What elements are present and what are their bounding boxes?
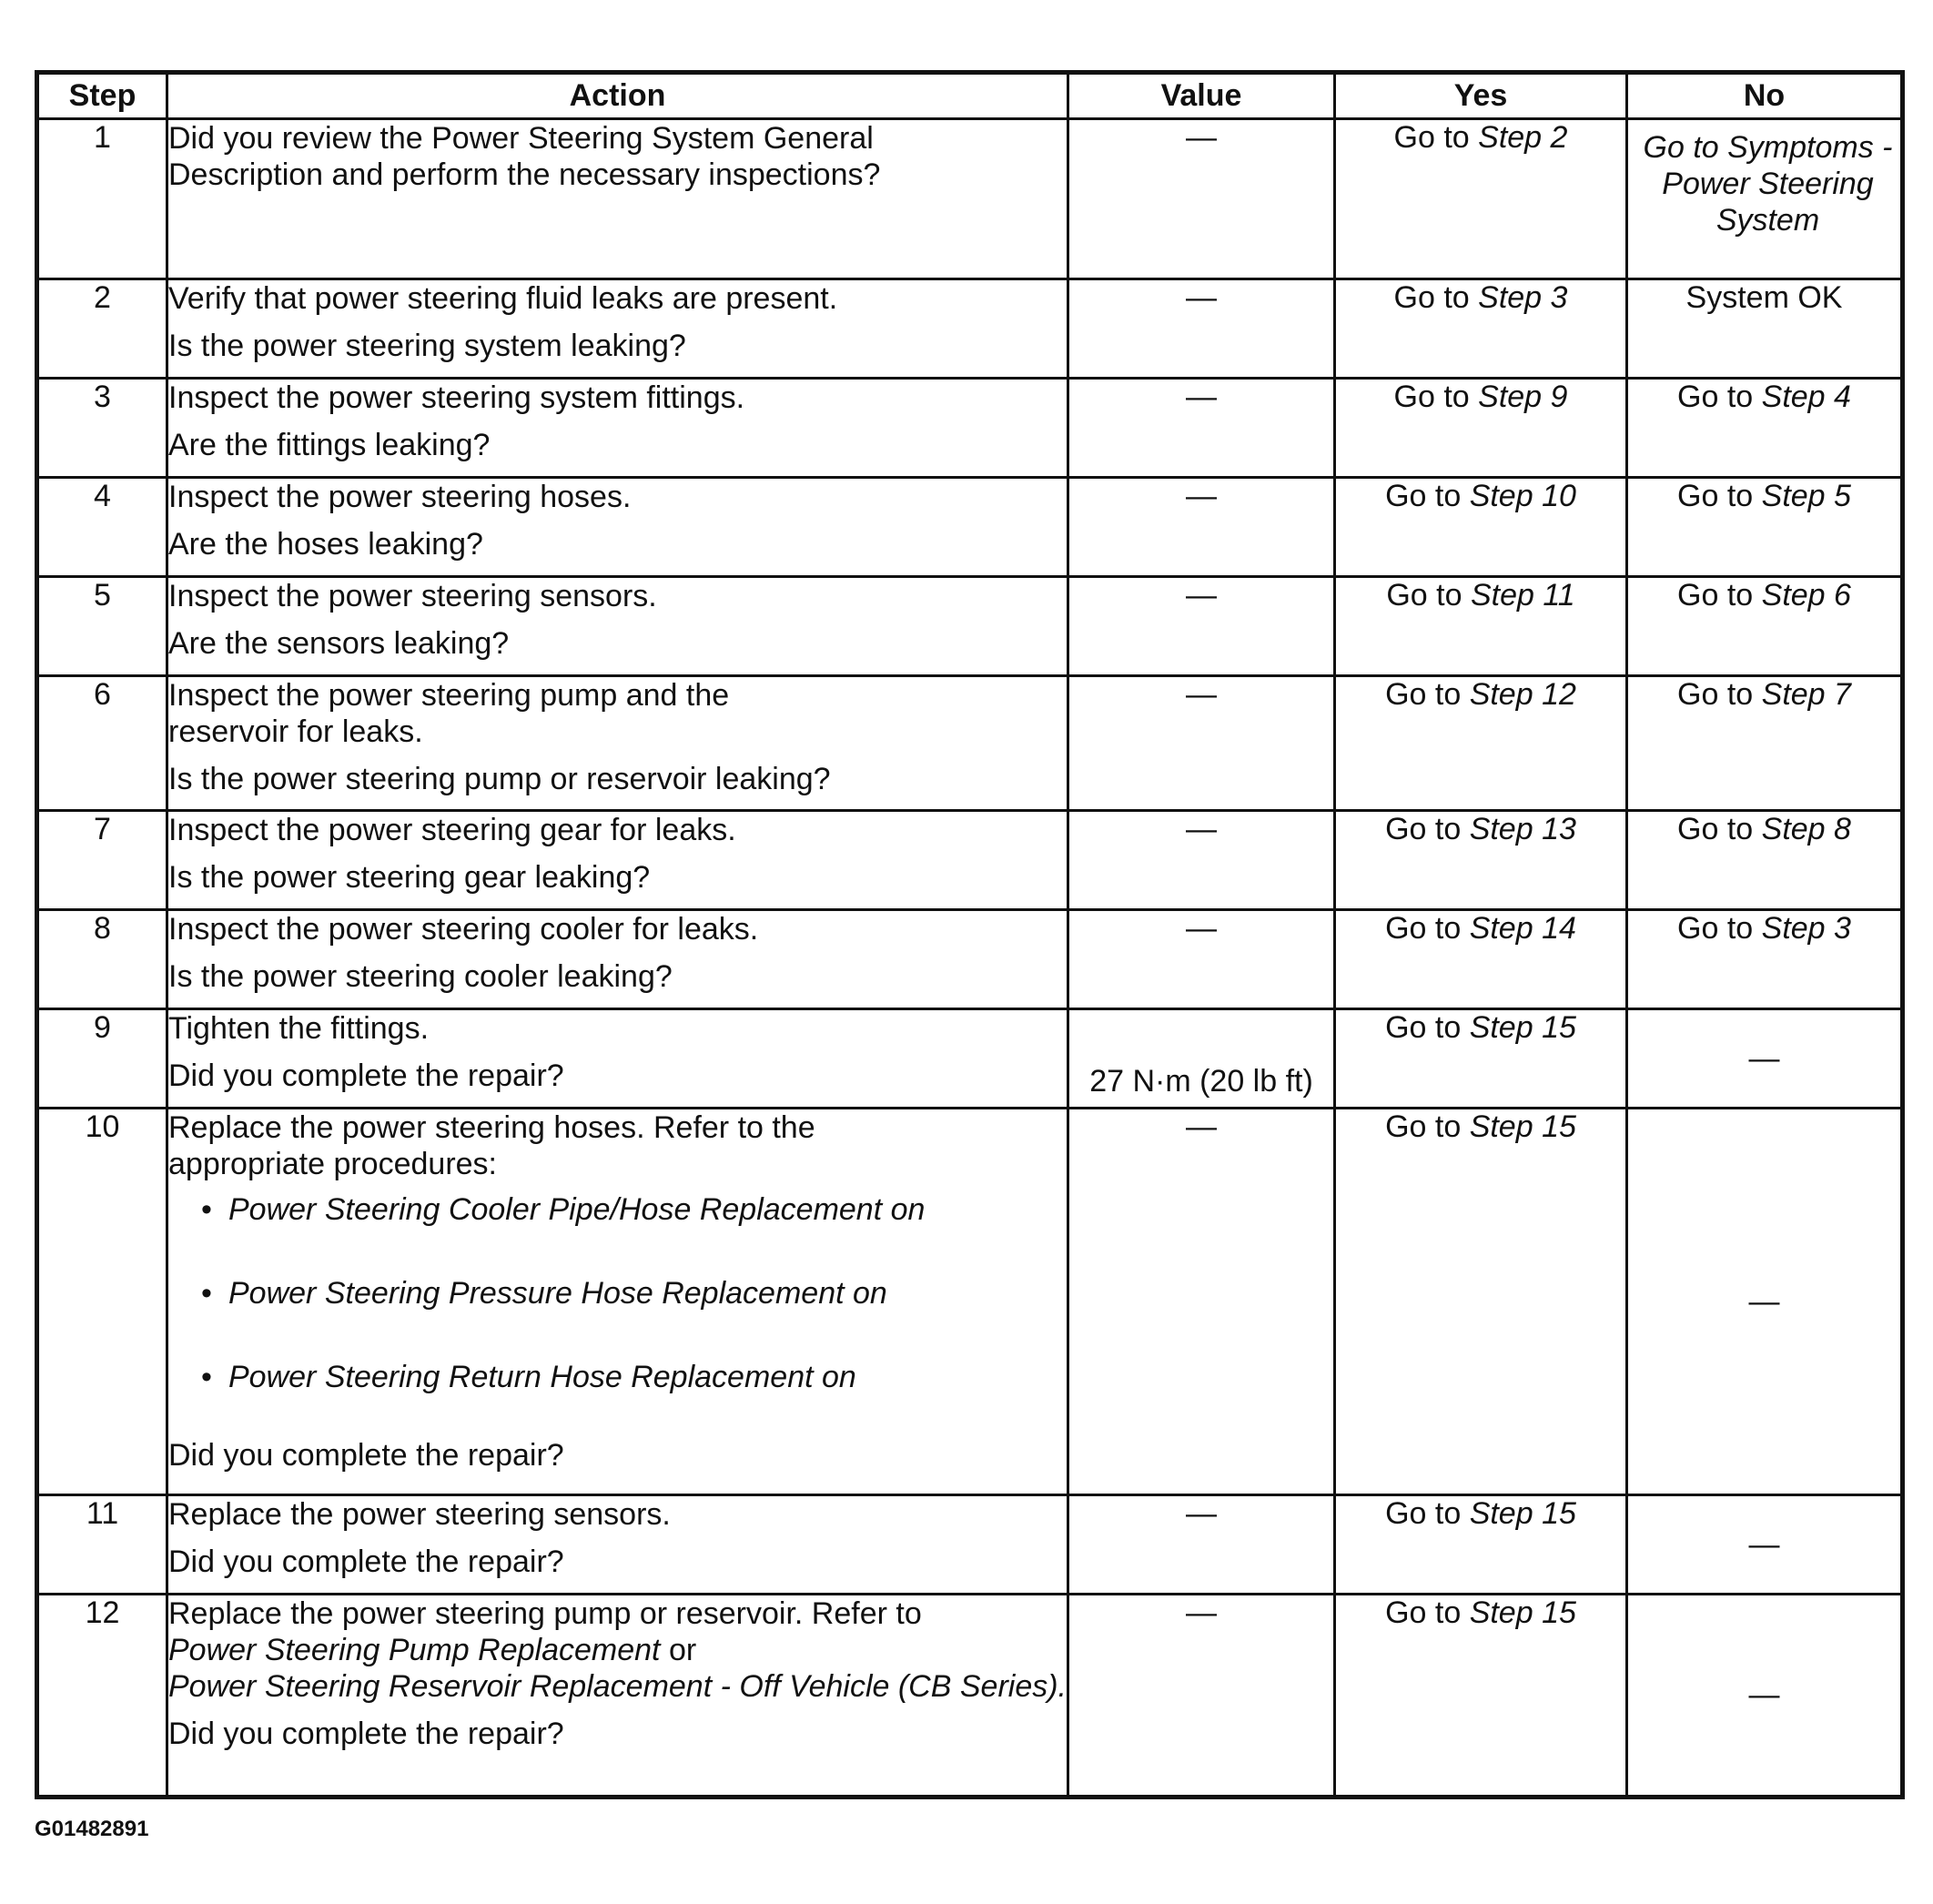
procedure-link[interactable]: • Power Steering Pressure Hose Replacement on [201,1275,1067,1312]
action-question: Is the power steering pump or reservoir leaking? [168,762,831,796]
action-question: Are the sensors leaking? [168,626,510,661]
no-step-link[interactable]: Step 4 [1761,380,1851,414]
yes-step-link[interactable]: Step 14 [1469,911,1576,946]
action-text: Replace the power steering sensors. [168,1497,671,1532]
header-row [37,73,1903,119]
action-question: Are the fittings leaking? [168,428,491,462]
pump-replacement-link[interactable]: Power Steering Pump Replacement [168,1633,661,1667]
action-text: Inspect the power steering system fittings. [168,380,745,415]
action-text: Inspect the power steering hoses. [168,480,632,514]
no-step-link[interactable]: Step 5 [1761,479,1851,513]
yes-prefix: Go to [1393,280,1479,315]
no-prefix: Go to [1677,911,1762,946]
no-step-link[interactable]: Step 6 [1761,578,1851,613]
value-cell: — [1068,1595,1335,1798]
table-row [37,577,1903,676]
ref-join: or [660,1633,697,1667]
action-question: Is the power steering system leaking? [168,329,686,363]
step-number: 6 [37,676,167,811]
action-text: Verify that power steering fluid leaks are present. [168,281,838,316]
yes-prefix: Go to [1385,1595,1470,1630]
table-row [37,279,1903,379]
action-text: Inspect the power steering gear for leaks. [168,813,736,847]
step-number: 11 [37,1495,167,1595]
procedure-link[interactable]: • Power Steering Return Hose Replacement on [201,1359,1067,1395]
procedure-link[interactable]: • Power Steering Cooler Pipe/Hose Replacement on [201,1191,1067,1228]
table-row [37,478,1903,577]
action-question: Is the power steering gear leaking? [168,860,651,895]
yes-step-link[interactable]: Step 10 [1469,479,1576,513]
header-yes: Yes [1335,73,1627,119]
table-row [37,1595,1903,1798]
step-number: 8 [37,910,167,1009]
figure-id: G01482891 [35,1817,149,1841]
yes-step-link[interactable]: Step 11 [1470,578,1575,613]
value-cell: — [1068,279,1335,379]
yes-prefix: Go to [1393,380,1479,414]
header-step: Step [37,73,167,119]
yes-prefix: Go to [1385,677,1470,712]
yes-step-link[interactable]: Step 13 [1469,812,1576,846]
yes-prefix: Go to [1393,120,1479,155]
yes-cell [1335,1109,1627,1495]
header-action: Action [167,73,1068,119]
action-cell [167,1109,1068,1495]
yes-step-link[interactable]: Step 15 [1469,1496,1576,1531]
no-cell: — [1627,1109,1903,1495]
action-text: Replace the power steering pump or reservoir. Refer to [168,1596,922,1631]
reference-line [168,1632,1067,1668]
action-cell [167,676,1068,811]
no-prefix: Go to [1677,380,1762,414]
yes-step-link[interactable]: Step 15 [1469,1595,1576,1630]
table-row [37,1495,1903,1595]
yes-step-link[interactable]: Step 15 [1469,1010,1576,1045]
no-cell [1627,676,1903,811]
action-question: Is the power steering cooler leaking? [168,959,673,994]
action-question: Did you complete the repair? [168,1544,564,1579]
no-step-link[interactable]: Step 3 [1761,911,1851,946]
action-text: Inspect the power steering pump and the reservoir for leaks. [168,678,730,749]
table-row [37,1109,1903,1495]
no-cell [1627,478,1903,577]
no-prefix: Go to [1677,578,1762,613]
yes-cell [1335,379,1627,478]
no-cell [1627,279,1903,379]
yes-step-link[interactable]: Step 12 [1469,677,1576,712]
yes-prefix: Go to [1385,911,1470,946]
yes-step-link[interactable]: Step 15 [1469,1109,1576,1144]
action-question: Did you complete the repair? [168,1058,564,1093]
yes-cell [1335,676,1627,811]
value-cell: — [1068,478,1335,577]
yes-cell [1335,577,1627,676]
yes-prefix: Go to [1385,1109,1470,1144]
value-cell: — [1068,1495,1335,1595]
yes-cell [1335,119,1627,279]
no-cell: — [1627,1595,1903,1798]
yes-prefix: Go to [1386,578,1471,613]
diagnostic-table [35,70,1905,1799]
action-text: Inspect the power steering sensors. [168,579,657,613]
reservoir-replacement-link[interactable]: Power Steering Reservoir Replacement - Off Vehicle (CB Series). [168,1669,1067,1704]
header-value: Value [1068,73,1335,119]
step-number: 5 [37,577,167,676]
yes-prefix: Go to [1385,479,1470,513]
procedure-list [168,1191,1067,1395]
table-row [37,676,1903,811]
action-question: Did you complete the repair? [168,1438,564,1473]
yes-prefix: Go to [1385,812,1470,846]
yes-cell [1335,279,1627,379]
yes-step-link[interactable]: Step 9 [1478,380,1568,414]
no-cell [1627,910,1903,1009]
table-row [37,379,1903,478]
action-text: Tighten the fittings. [168,1011,430,1046]
table-row [37,119,1903,279]
no-cell: — [1627,1495,1903,1595]
no-cell[interactable]: Go to Symptoms - Power Steering System [1627,119,1903,279]
value-cell: — [1068,676,1335,811]
action-text: Did you review the Power Steering System General Description and perform the necessary inspections? [168,121,881,192]
action-cell [167,910,1068,1009]
value-cell [1068,1009,1335,1109]
yes-cell [1335,478,1627,577]
yes-step-link[interactable]: Step 3 [1478,280,1568,315]
value-cell: — [1068,1109,1335,1495]
table-row [37,1009,1903,1109]
action-question: Are the hoses leaking? [168,527,483,562]
value-cell: — [1068,119,1335,279]
value-cell: — [1068,910,1335,1009]
action-cell [167,379,1068,478]
action-cell [167,119,1068,279]
step-number: 4 [37,478,167,577]
action-cell [167,811,1068,910]
no-prefix: Go to [1677,812,1762,846]
action-cell [167,1495,1068,1595]
no-step-link[interactable]: Step 8 [1761,812,1851,846]
action-cell [167,1595,1068,1798]
step-number: 10 [37,1109,167,1495]
table-row [37,910,1903,1009]
action-cell [167,1009,1068,1109]
yes-cell [1335,910,1627,1009]
header-no: No [1627,73,1903,119]
yes-prefix: Go to [1385,1496,1470,1531]
table-row [37,811,1903,910]
yes-step-link[interactable]: Step 2 [1478,120,1568,155]
no-text: System OK [1685,280,1843,315]
no-prefix: Go to [1677,479,1762,513]
step-number: 3 [37,379,167,478]
action-cell [167,478,1068,577]
no-step-link[interactable]: Step 7 [1761,677,1851,712]
no-cell [1627,379,1903,478]
action-text: Inspect the power steering cooler for leaks. [168,912,759,947]
value-cell: — [1068,379,1335,478]
action-question: Did you complete the repair? [168,1717,564,1751]
yes-prefix: Go to [1385,1010,1470,1045]
no-prefix: Go to [1677,677,1762,712]
no-cell [1627,811,1903,910]
step-number: 7 [37,811,167,910]
yes-cell [1335,1595,1627,1798]
action-text: Replace the power steering hoses. Refer to the appropriate procedures: [168,1110,815,1181]
step-number: 9 [37,1009,167,1109]
yes-cell [1335,811,1627,910]
no-cell: — [1627,1009,1903,1109]
yes-cell [1335,1495,1627,1595]
action-cell [167,279,1068,379]
action-cell [167,577,1068,676]
torque-value: 27 N·m (20 lb ft) [1089,1064,1313,1099]
value-cell: — [1068,811,1335,910]
yes-cell [1335,1009,1627,1109]
value-cell: — [1068,577,1335,676]
step-number: 2 [37,279,167,379]
no-cell [1627,577,1903,676]
step-number: 12 [37,1595,167,1798]
step-number: 1 [37,119,167,279]
